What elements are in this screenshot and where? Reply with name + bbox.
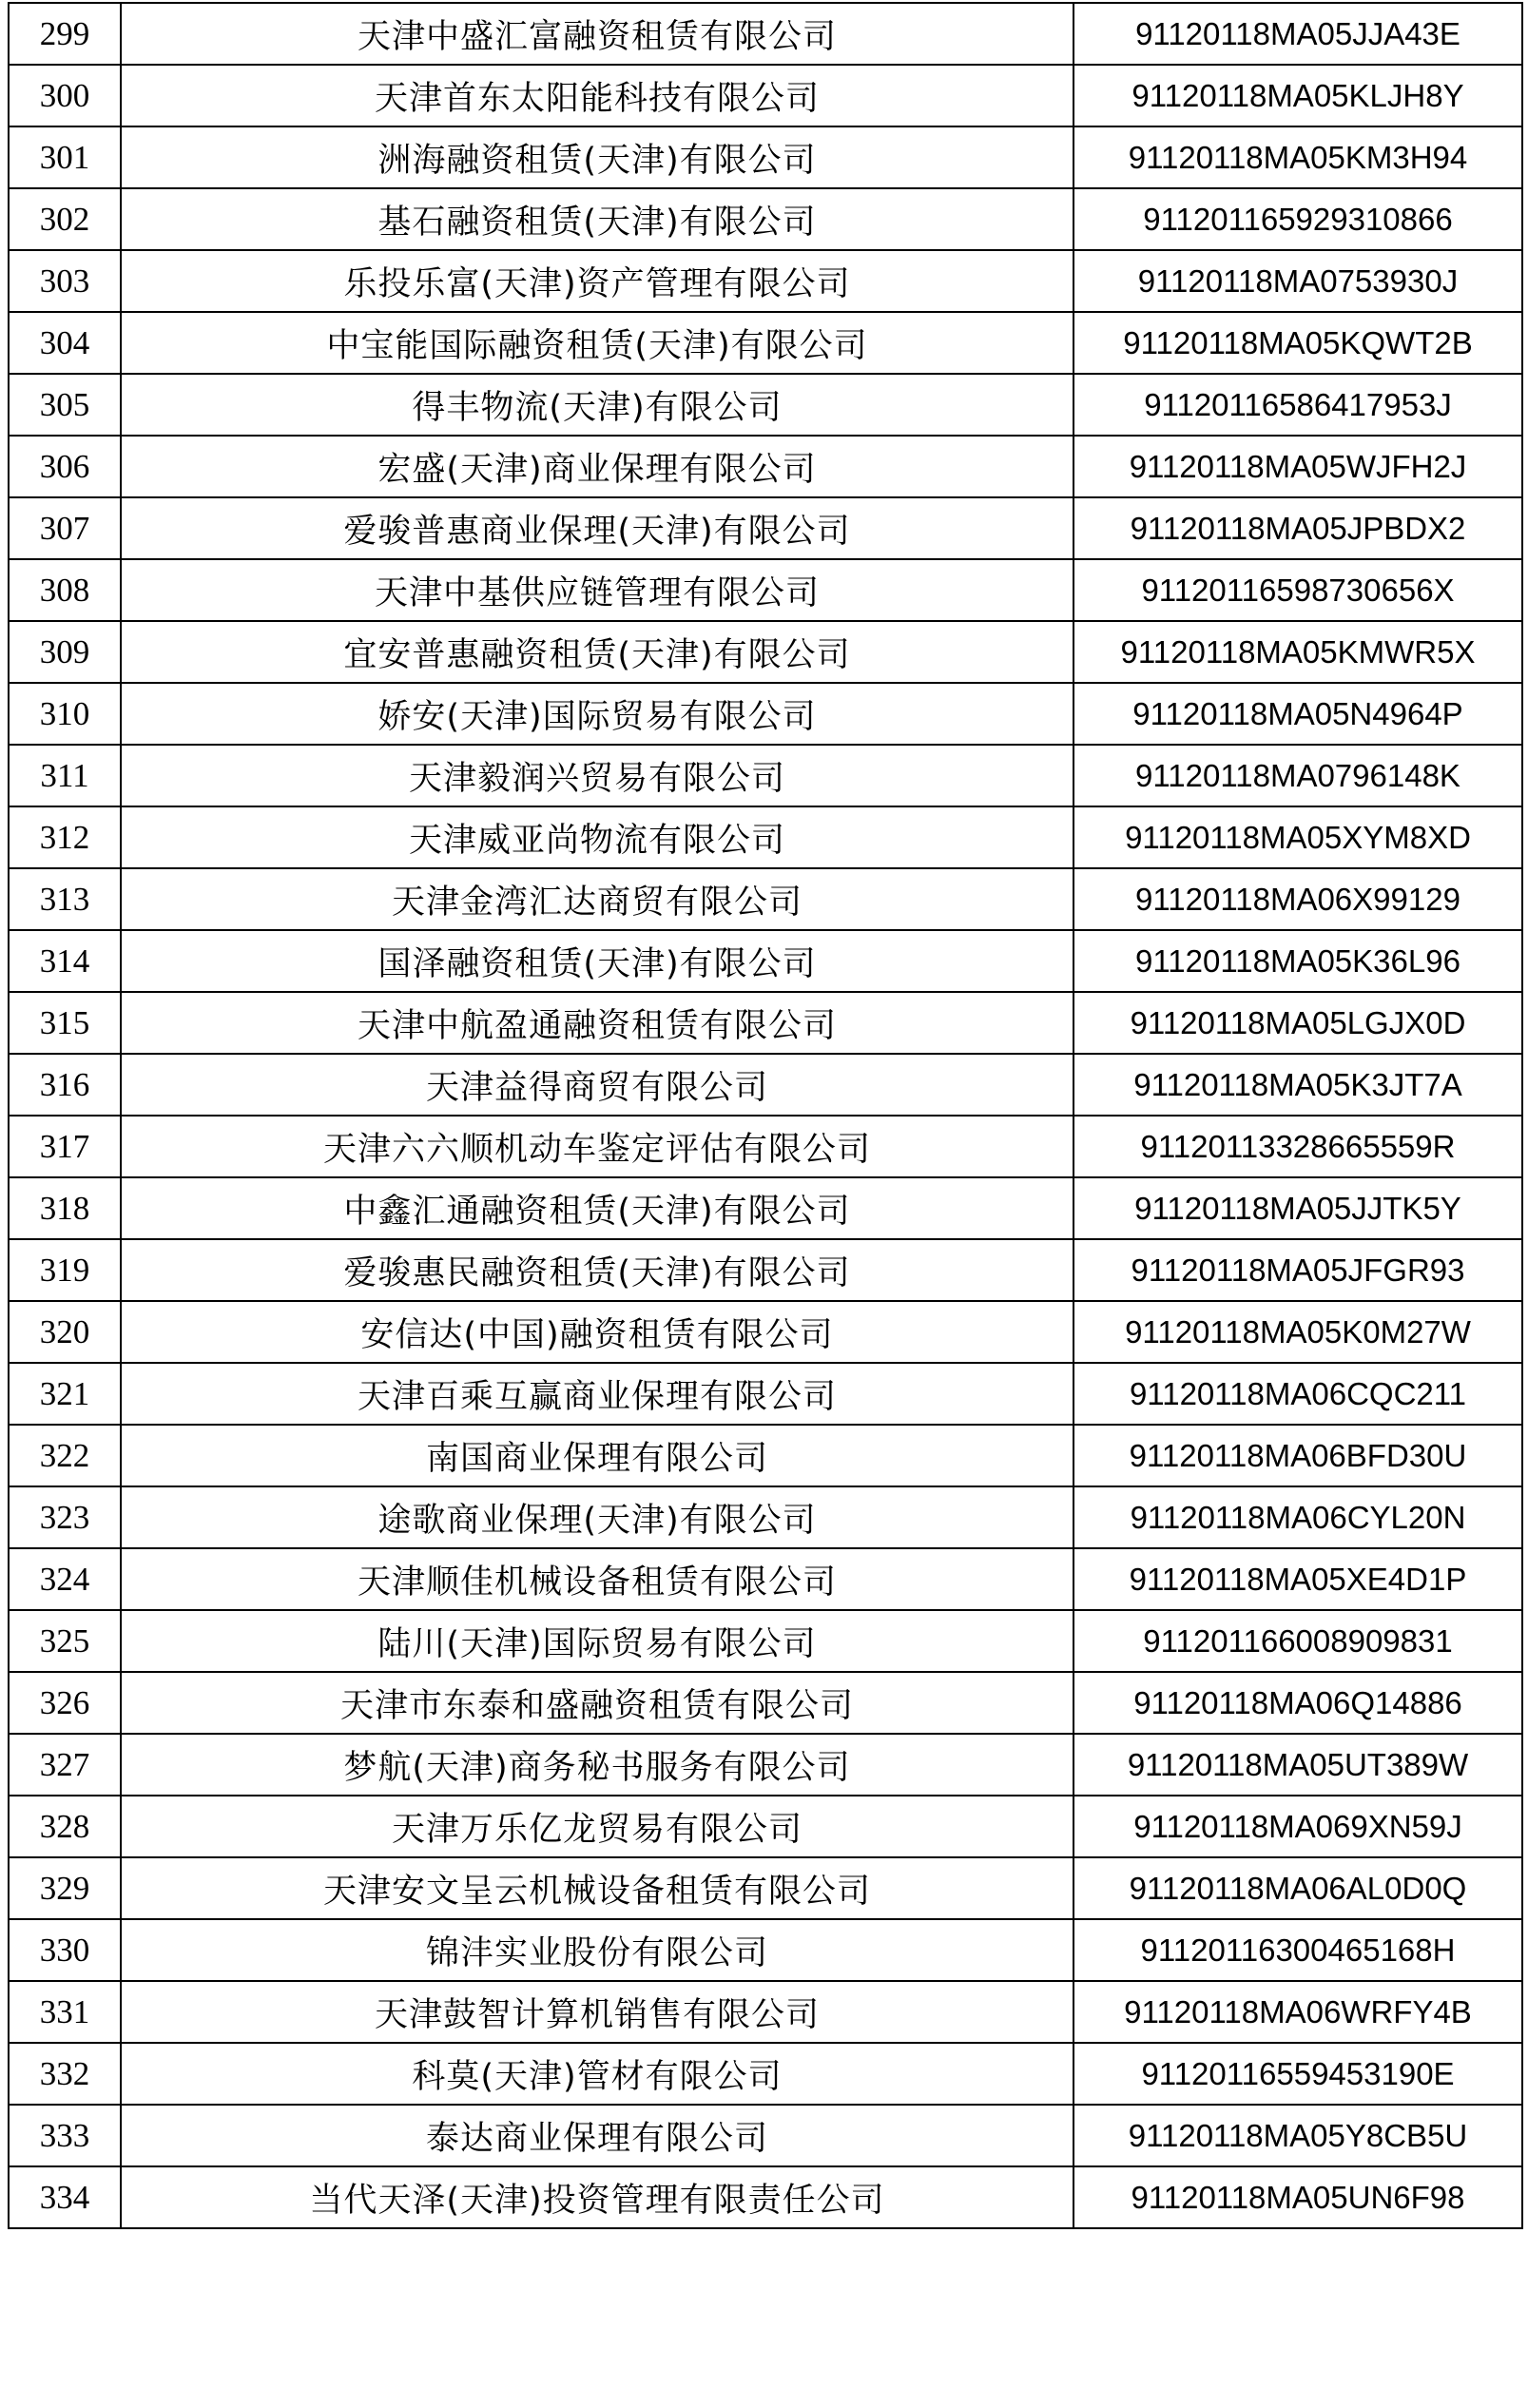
company-name-cell: 国泽融资租赁(天津)有限公司 xyxy=(121,930,1073,992)
credit-code-cell: 91120118MA05N4964P xyxy=(1073,683,1522,745)
table-row xyxy=(9,1363,1522,1425)
row-number-cell: 328 xyxy=(9,1796,121,1857)
company-name-cell: 天津中航盈通融资租赁有限公司 xyxy=(121,992,1073,1054)
company-name-cell: 安信达(中国)融资租赁有限公司 xyxy=(121,1301,1073,1363)
company-name-cell: 泰达商业保理有限公司 xyxy=(121,2105,1073,2166)
company-name-cell: 基石融资租赁(天津)有限公司 xyxy=(121,188,1073,250)
company-name-cell: 天津毅润兴贸易有限公司 xyxy=(121,745,1073,806)
company-name-cell: 洲海融资租赁(天津)有限公司 xyxy=(121,126,1073,188)
credit-code-cell: 91120113328665559R xyxy=(1073,1116,1522,1177)
company-name-cell: 天津中基供应链管理有限公司 xyxy=(121,559,1073,621)
table-row xyxy=(9,1734,1522,1796)
row-number-cell: 330 xyxy=(9,1919,121,1981)
table-row xyxy=(9,312,1522,374)
credit-code-cell: 91120118MA05JJA43E xyxy=(1073,3,1522,65)
company-name-cell: 天津首东太阳能科技有限公司 xyxy=(121,65,1073,126)
table-row xyxy=(9,559,1522,621)
company-name-cell: 南国商业保理有限公司 xyxy=(121,1425,1073,1486)
credit-code-cell: 911201165929310866 xyxy=(1073,188,1522,250)
row-number-cell: 331 xyxy=(9,1981,121,2043)
registry-table-body xyxy=(9,3,1522,2228)
credit-code-cell: 91120118MA0753930J xyxy=(1073,250,1522,312)
credit-code-cell: 91120118MA06AL0D0Q xyxy=(1073,1857,1522,1919)
table-row xyxy=(9,1239,1522,1301)
company-name-cell: 陆川(天津)国际贸易有限公司 xyxy=(121,1610,1073,1672)
row-number-cell: 301 xyxy=(9,126,121,188)
row-number-cell: 324 xyxy=(9,1548,121,1610)
company-name-cell: 天津市东泰和盛融资租赁有限公司 xyxy=(121,1672,1073,1734)
credit-code-cell: 91120118MA05XE4D1P xyxy=(1073,1548,1522,1610)
row-number-cell: 313 xyxy=(9,868,121,930)
table-row xyxy=(9,1177,1522,1239)
table-row xyxy=(9,806,1522,868)
company-name-cell: 天津威亚尚物流有限公司 xyxy=(121,806,1073,868)
company-name-cell: 得丰物流(天津)有限公司 xyxy=(121,374,1073,436)
table-row xyxy=(9,1425,1522,1486)
row-number-cell: 318 xyxy=(9,1177,121,1239)
credit-code-cell: 91120118MA06CYL20N xyxy=(1073,1486,1522,1548)
row-number-cell: 322 xyxy=(9,1425,121,1486)
table-row xyxy=(9,1486,1522,1548)
credit-code-cell: 91120118MA05UT389W xyxy=(1073,1734,1522,1796)
credit-code-cell: 91120116586417953J xyxy=(1073,374,1522,436)
credit-code-cell: 91120118MA05K3JT7A xyxy=(1073,1054,1522,1116)
credit-code-cell: 91120116559453190E xyxy=(1073,2043,1522,2105)
row-number-cell: 314 xyxy=(9,930,121,992)
table-row xyxy=(9,868,1522,930)
credit-code-cell: 91120118MA069XN59J xyxy=(1073,1796,1522,1857)
table-row xyxy=(9,992,1522,1054)
credit-code-cell: 91120118MA05KQWT2B xyxy=(1073,312,1522,374)
row-number-cell: 308 xyxy=(9,559,121,621)
row-number-cell: 332 xyxy=(9,2043,121,2105)
row-number-cell: 309 xyxy=(9,621,121,683)
company-name-cell: 爱骏惠民融资租赁(天津)有限公司 xyxy=(121,1239,1073,1301)
row-number-cell: 305 xyxy=(9,374,121,436)
credit-code-cell: 91120118MA05KM3H94 xyxy=(1073,126,1522,188)
table-row xyxy=(9,497,1522,559)
table-row xyxy=(9,2105,1522,2166)
table-row xyxy=(9,126,1522,188)
table-row xyxy=(9,1054,1522,1116)
company-name-cell: 天津金湾汇达商贸有限公司 xyxy=(121,868,1073,930)
table-row xyxy=(9,3,1522,65)
company-name-cell: 乐投乐富(天津)资产管理有限公司 xyxy=(121,250,1073,312)
row-number-cell: 334 xyxy=(9,2166,121,2228)
credit-code-cell: 91120118MA06CQC211 xyxy=(1073,1363,1522,1425)
company-name-cell: 天津顺佳机械设备租赁有限公司 xyxy=(121,1548,1073,1610)
table-row xyxy=(9,1548,1522,1610)
table-row xyxy=(9,65,1522,126)
table-row xyxy=(9,436,1522,497)
row-number-cell: 312 xyxy=(9,806,121,868)
company-name-cell: 爱骏普惠商业保理(天津)有限公司 xyxy=(121,497,1073,559)
table-row xyxy=(9,1919,1522,1981)
row-number-cell: 325 xyxy=(9,1610,121,1672)
table-row xyxy=(9,2043,1522,2105)
row-number-cell: 303 xyxy=(9,250,121,312)
credit-code-cell: 91120118MA06BFD30U xyxy=(1073,1425,1522,1486)
credit-code-cell: 91120118MA05K36L96 xyxy=(1073,930,1522,992)
company-name-cell: 宏盛(天津)商业保理有限公司 xyxy=(121,436,1073,497)
credit-code-cell: 91120118MA05XYM8XD xyxy=(1073,806,1522,868)
company-name-cell: 梦航(天津)商务秘书服务有限公司 xyxy=(121,1734,1073,1796)
row-number-cell: 299 xyxy=(9,3,121,65)
table-row xyxy=(9,745,1522,806)
company-name-cell: 途歌商业保理(天津)有限公司 xyxy=(121,1486,1073,1548)
row-number-cell: 311 xyxy=(9,745,121,806)
row-number-cell: 333 xyxy=(9,2105,121,2166)
table-row xyxy=(9,1610,1522,1672)
table-row xyxy=(9,930,1522,992)
table-row xyxy=(9,683,1522,745)
table-row xyxy=(9,1857,1522,1919)
table-row xyxy=(9,1116,1522,1177)
row-number-cell: 329 xyxy=(9,1857,121,1919)
credit-code-cell: 91120118MA05JPBDX2 xyxy=(1073,497,1522,559)
row-number-cell: 304 xyxy=(9,312,121,374)
table-row xyxy=(9,374,1522,436)
company-name-cell: 天津六六顺机动车鉴定评估有限公司 xyxy=(121,1116,1073,1177)
credit-code-cell: 91120118MA05K0M27W xyxy=(1073,1301,1522,1363)
company-name-cell: 宜安普惠融资租赁(天津)有限公司 xyxy=(121,621,1073,683)
table-row xyxy=(9,621,1522,683)
company-name-cell: 天津鼓智计算机销售有限公司 xyxy=(121,1981,1073,2043)
company-name-cell: 天津益得商贸有限公司 xyxy=(121,1054,1073,1116)
row-number-cell: 327 xyxy=(9,1734,121,1796)
row-number-cell: 323 xyxy=(9,1486,121,1548)
company-name-cell: 娇安(天津)国际贸易有限公司 xyxy=(121,683,1073,745)
credit-code-cell: 91120118MA06X99129 xyxy=(1073,868,1522,930)
company-name-cell: 天津中盛汇富融资租赁有限公司 xyxy=(121,3,1073,65)
table-row xyxy=(9,1981,1522,2043)
credit-code-cell: 91120118MA06WRFY4B xyxy=(1073,1981,1522,2043)
credit-code-cell: 91120118MA06Q14886 xyxy=(1073,1672,1522,1734)
credit-code-cell: 91120118MA05JFGR93 xyxy=(1073,1239,1522,1301)
company-name-cell: 科莫(天津)管材有限公司 xyxy=(121,2043,1073,2105)
row-number-cell: 302 xyxy=(9,188,121,250)
company-name-cell: 中鑫汇通融资租赁(天津)有限公司 xyxy=(121,1177,1073,1239)
row-number-cell: 306 xyxy=(9,436,121,497)
row-number-cell: 310 xyxy=(9,683,121,745)
row-number-cell: 315 xyxy=(9,992,121,1054)
row-number-cell: 300 xyxy=(9,65,121,126)
table-row xyxy=(9,1301,1522,1363)
row-number-cell: 319 xyxy=(9,1239,121,1301)
company-name-cell: 中宝能国际融资租赁(天津)有限公司 xyxy=(121,312,1073,374)
credit-code-cell: 91120118MA05Y8CB5U xyxy=(1073,2105,1522,2166)
row-number-cell: 316 xyxy=(9,1054,121,1116)
table-row xyxy=(9,188,1522,250)
row-number-cell: 317 xyxy=(9,1116,121,1177)
credit-code-cell: 91120118MA05UN6F98 xyxy=(1073,2166,1522,2228)
credit-code-cell: 91120118MA05LGJX0D xyxy=(1073,992,1522,1054)
credit-code-cell: 91120118MA05WJFH2J xyxy=(1073,436,1522,497)
credit-code-cell: 91120116598730656X xyxy=(1073,559,1522,621)
company-name-cell: 天津安文呈云机械设备租赁有限公司 xyxy=(121,1857,1073,1919)
table-row xyxy=(9,2166,1522,2228)
company-name-cell: 天津百乘互赢商业保理有限公司 xyxy=(121,1363,1073,1425)
table-row xyxy=(9,1672,1522,1734)
table-row xyxy=(9,1796,1522,1857)
company-name-cell: 锦沣实业股份有限公司 xyxy=(121,1919,1073,1981)
credit-code-cell: 91120118MA0796148K xyxy=(1073,745,1522,806)
credit-code-cell: 91120118MA05JJTK5Y xyxy=(1073,1177,1522,1239)
company-name-cell: 天津万乐亿龙贸易有限公司 xyxy=(121,1796,1073,1857)
row-number-cell: 307 xyxy=(9,497,121,559)
credit-code-cell: 91120118MA05KLJH8Y xyxy=(1073,65,1522,126)
table-row xyxy=(9,250,1522,312)
row-number-cell: 326 xyxy=(9,1672,121,1734)
credit-code-cell: 91120118MA05KMWR5X xyxy=(1073,621,1522,683)
row-number-cell: 321 xyxy=(9,1363,121,1425)
company-name-cell: 当代天泽(天津)投资管理有限责任公司 xyxy=(121,2166,1073,2228)
credit-code-cell: 91120116300465168H xyxy=(1073,1919,1522,1981)
company-registry-table xyxy=(8,2,1523,2229)
credit-code-cell: 911201166008909831 xyxy=(1073,1610,1522,1672)
row-number-cell: 320 xyxy=(9,1301,121,1363)
